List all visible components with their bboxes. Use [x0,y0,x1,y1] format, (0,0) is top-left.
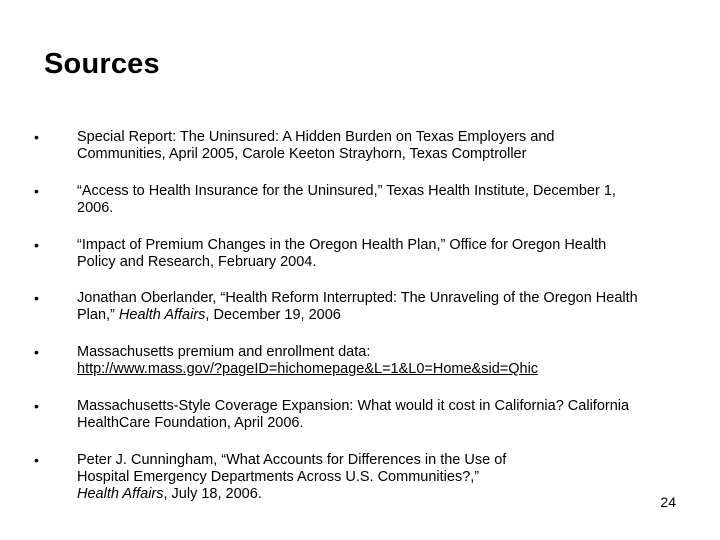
source-line: Jonathan Oberlander, “Health Reform Interrupted: The Unraveling of the Oregon Health [77,290,638,306]
source-text [77,290,702,324]
source-line [77,486,702,503]
source-line: Massachusetts-Style Coverage Expansion: What would it cost in California? California [77,398,630,414]
bullet-icon: • [34,183,39,199]
source-text [77,344,702,378]
source-text [77,183,702,217]
source-line: Policy and Research, February 2004. [77,254,317,270]
bullet-icon: • [34,290,39,306]
bullet-icon: • [34,237,39,253]
source-text [77,398,702,432]
source-line: Special Report: The Uninsured: A Hidden Burden on Texas Employers and [77,129,555,145]
source-text [77,129,702,163]
source-line: Hospital Emergency Departments Across U.S. Communities?,” [77,469,480,485]
bullet-icon: • [34,344,39,360]
bullet-icon: • [34,398,39,414]
source-line [77,307,702,324]
bullet-icon: • [34,129,39,145]
massachusetts-data-link[interactable]: http://www.mass.gov/?pageID=hichomepage&L=1&L0=Home&sid=Qhic [77,361,539,377]
source-line: Peter J. Cunningham, “What Accounts for Differences in the Use of [77,452,507,468]
source-line: “Access to Health Insurance for the Uninsured,” Texas Health Institute, December 1, [77,183,616,199]
source-text-segment: , December 19, 2006 [205,307,341,323]
source-text-segment: , July 18, 2006. [163,486,262,502]
bullet-icon: • [34,452,39,468]
source-line: 2006. [77,200,114,216]
source-text [77,452,702,503]
journal-name: Health Affairs [118,307,206,323]
slide-title: Sources [44,48,160,80]
source-line: “Impact of Premium Changes in the Oregon Health Plan,” Office for Oregon Health [77,237,607,253]
source-text-segment: Plan,” [77,307,119,323]
source-line: HealthCare Foundation, April 2006. [77,415,304,431]
journal-name: Health Affairs [77,486,164,502]
source-line: Communities, April 2005, Carole Keeton Strayhorn, Texas Comptroller [77,146,527,162]
page-number: 24 [660,494,676,510]
source-line [77,361,702,378]
source-line: Massachusetts premium and enrollment data: [77,344,371,360]
source-text [77,237,702,271]
